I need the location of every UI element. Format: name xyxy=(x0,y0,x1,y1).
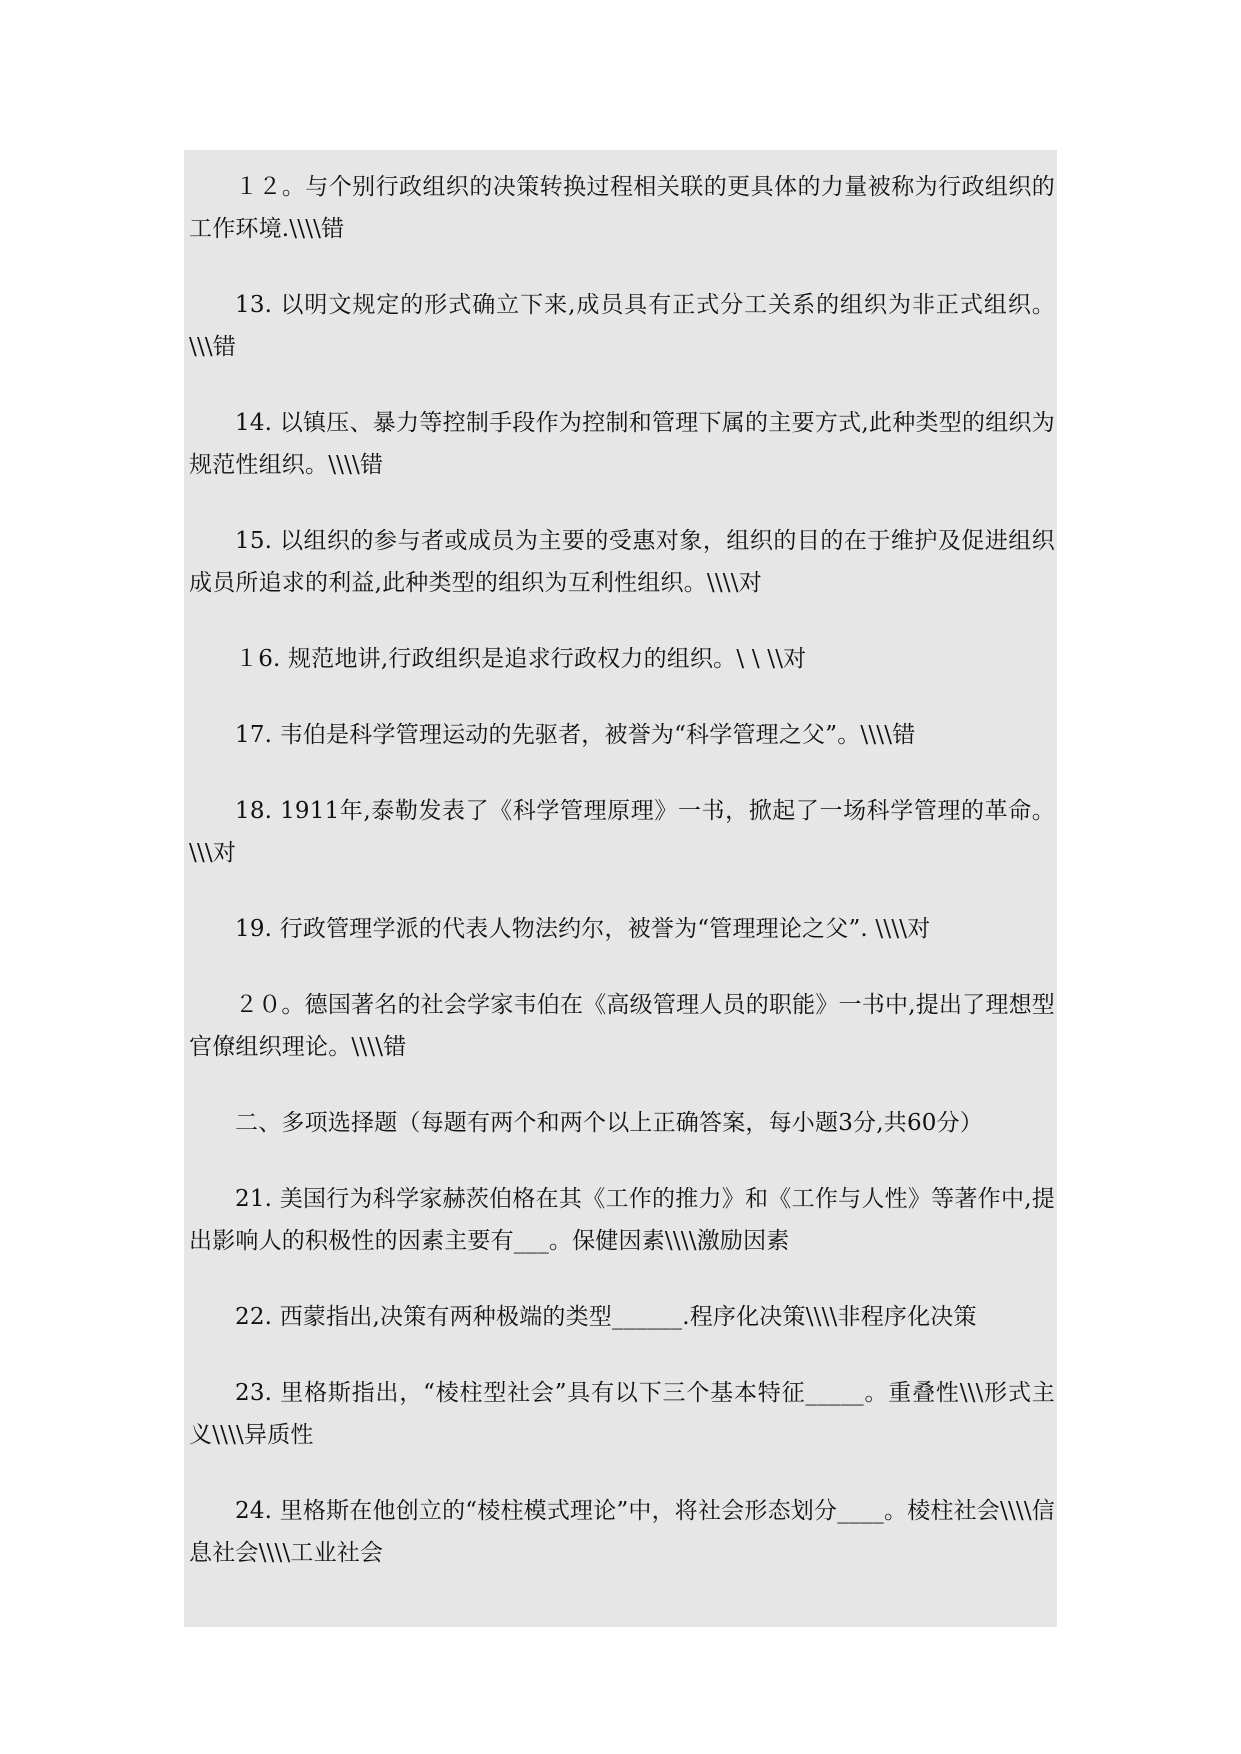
question-18: 18. 1911年,泰勒发表了《科学管理原理》一书，掀起了一场科学管理的革命。\\\对 xyxy=(189,798,1055,866)
question-20: ２０。德国著名的社会学家韦伯在《高级管理人员的职能》一书中,提出了理想型官僚组织理论。\\\\错 xyxy=(189,992,1055,1060)
section-heading-multiple-choice: 二、多项选择题（每题有两个和两个以上正确答案，每小题3分,共60分） xyxy=(235,1110,984,1136)
question-15: 15. 以组织的参与者或成员为主要的受惠对象，组织的目的在于维护及促进组织成员所追求的利益,此种类型的组织为互利性组织。\\\\对 xyxy=(189,528,1055,596)
question-19: 19. 行政管理学派的代表人物法约尔，被誉为“管理理论之父”. \\\\对 xyxy=(235,916,931,942)
question-12: １２。与个别行政组织的决策转换过程相关联的更具体的力量被称为行政组织的工作环境.\\\\错 xyxy=(189,174,1055,242)
question-23: 23. 里格斯指出，“棱柱型社会”具有以下三个基本特征_____。重叠性\\\形式主义\\\\异质性 xyxy=(189,1380,1055,1448)
question-13: 13. 以明文规定的形式确立下来,成员具有正式分工关系的组织为非正式组织。\\\错 xyxy=(189,292,1055,360)
question-16: １6. 规范地讲,行政组织是追求行政权力的组织。\ \ \\对 xyxy=(235,646,807,672)
question-14: 14. 以镇压、暴力等控制手段作为控制和管理下属的主要方式,此种类型的组织为规范性组织。\\\\错 xyxy=(189,410,1055,478)
question-22: 22. 西蒙指出,决策有两种极端的类型______.程序化决策\\\\非程序化决策 xyxy=(235,1304,977,1330)
question-24: 24. 里格斯在他创立的“棱柱模式理论”中，将社会形态划分____。棱柱社会\\\\信息社会\\\\工业社会 xyxy=(189,1498,1056,1566)
question-21: 21. 美国行为科学家赫茨伯格在其《工作的推力》和《工作与人性》等著作中,提出影响人的积极性的因素主要有___。保健因素\\\\激励因素 xyxy=(189,1186,1055,1254)
question-17: 17. 韦伯是科学管理运动的先驱者，被誉为“科学管理之父”。\\\\错 xyxy=(235,722,916,748)
document-page xyxy=(184,150,1057,1627)
